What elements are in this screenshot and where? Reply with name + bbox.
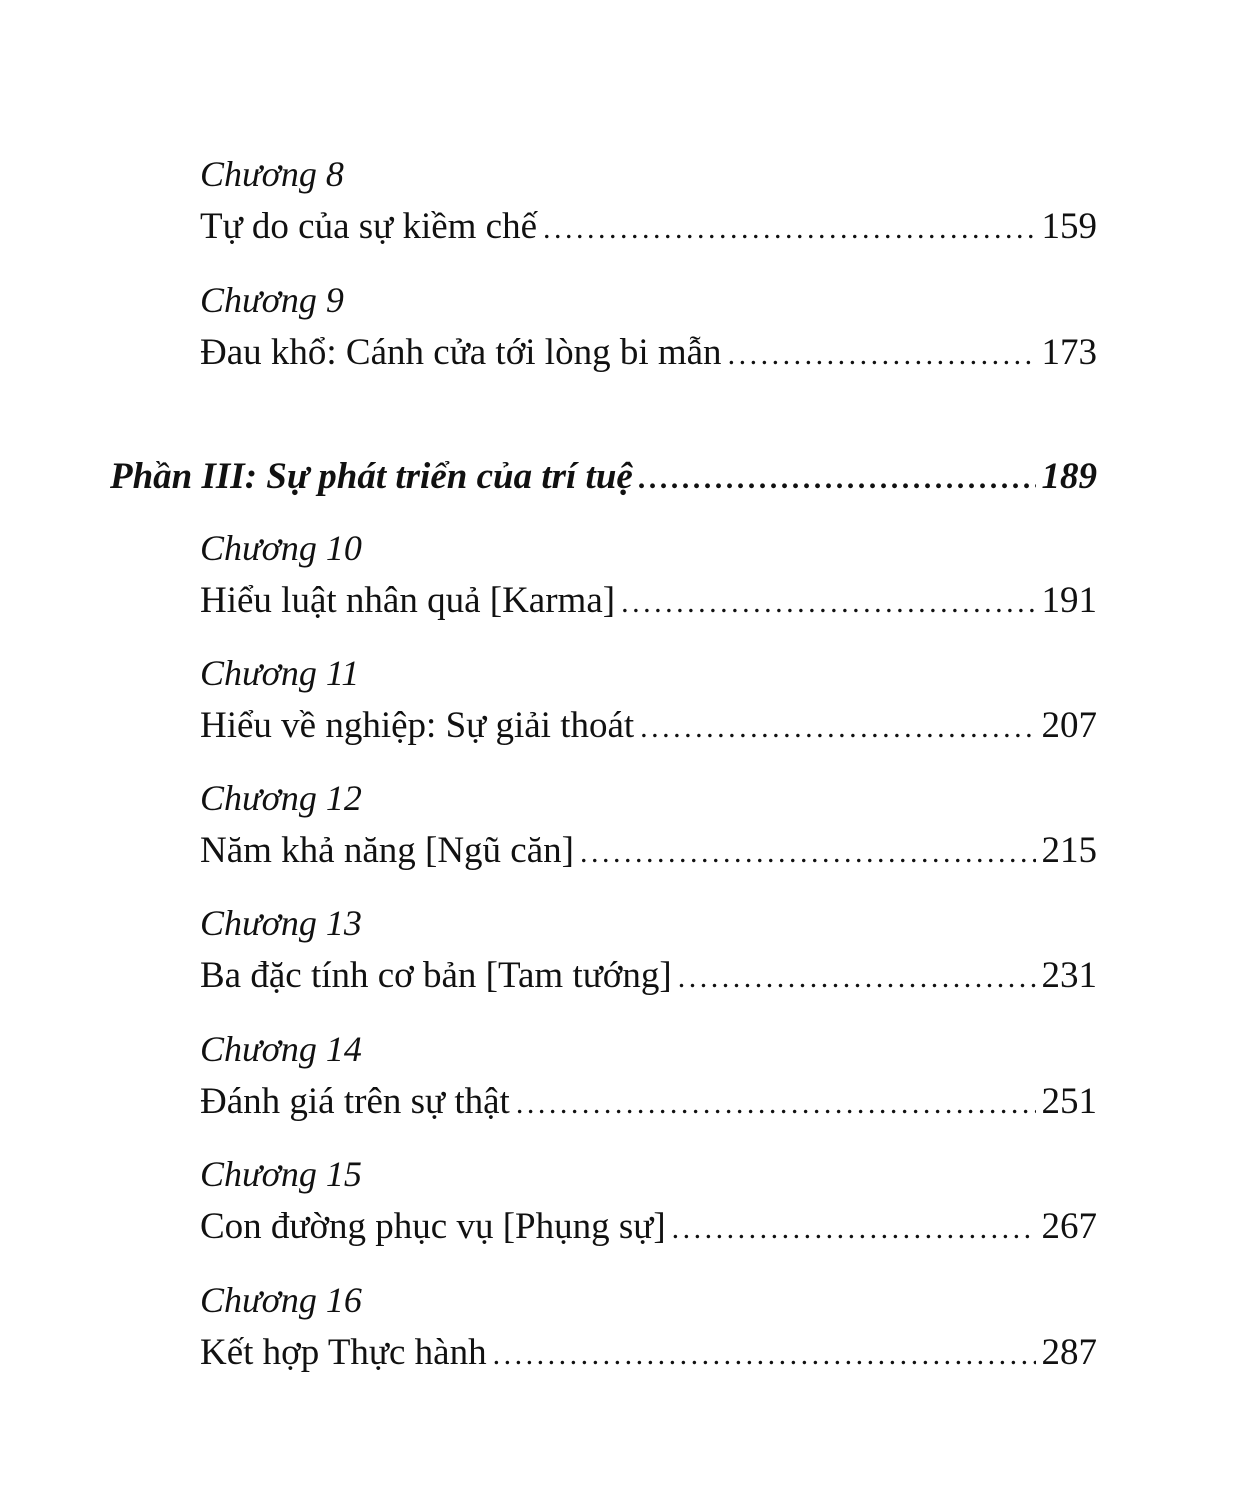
chapter-title: Hiểu về nghiệp: Sự giải thoát (200, 705, 635, 746)
page-number: 251 (1041, 1081, 1097, 1122)
chapter-title: Ba đặc tính cơ bản [Tam tướng] (200, 955, 672, 996)
toc-entry[interactable] (200, 1202, 1097, 1252)
toc-entry[interactable] (200, 1328, 1097, 1378)
toc-entry[interactable] (200, 328, 1097, 378)
toc-chapter-10 (200, 526, 1097, 626)
chapter-label: Chương 14 (200, 1029, 362, 1069)
toc-chapter-9 (200, 278, 1097, 378)
toc-chapter-14 (200, 1027, 1097, 1127)
dot-leader (639, 454, 1036, 504)
chapter-title: Hiểu luật nhân quả [Karma] (200, 580, 616, 621)
toc-entry[interactable] (200, 576, 1097, 626)
dot-leader (672, 1204, 1036, 1254)
toc-entry[interactable] (200, 1077, 1097, 1127)
toc-chapter-13 (200, 901, 1097, 1001)
chapter-label: Chương 13 (200, 903, 362, 943)
page-number: 207 (1041, 705, 1097, 746)
page-number: 159 (1041, 206, 1097, 247)
page-number: 287 (1041, 1332, 1097, 1373)
chapter-label: Chương 10 (200, 528, 362, 568)
toc-chapter-11 (200, 651, 1097, 751)
toc-entry[interactable] (200, 826, 1097, 876)
dot-leader (493, 1330, 1036, 1380)
toc-entry[interactable] (200, 202, 1097, 252)
dot-leader (580, 828, 1036, 878)
dot-leader (543, 204, 1035, 254)
chapter-title: Con đường phục vụ [Phụng sự] (200, 1206, 666, 1247)
chapter-label: Chương 11 (200, 653, 360, 693)
toc-entry[interactable] (200, 701, 1097, 751)
chapter-label: Chương 15 (200, 1154, 362, 1194)
chapter-label: Chương 9 (200, 280, 344, 320)
page-number: 191 (1041, 580, 1097, 621)
chapter-title: Kết hợp Thực hành (200, 1332, 487, 1373)
toc-entry[interactable] (200, 951, 1097, 1001)
toc-chapter-8 (200, 152, 1097, 252)
toc-part-entry[interactable] (110, 452, 1097, 502)
chapter-title: Năm khả năng [Ngũ căn] (200, 830, 574, 871)
dot-leader (678, 953, 1036, 1003)
toc-chapter-15 (200, 1152, 1097, 1252)
page-number: 215 (1041, 830, 1097, 871)
dot-leader (621, 578, 1035, 628)
page-number: 267 (1041, 1206, 1097, 1247)
toc-chapter-12 (200, 776, 1097, 876)
page-number: 189 (1041, 456, 1097, 497)
chapter-title: Đau khổ: Cánh cửa tới lòng bi mẫn (200, 332, 722, 373)
chapter-title: Đánh giá trên sự thật (200, 1081, 510, 1122)
toc-chapter-16 (200, 1278, 1097, 1378)
part-title: Phần III: Sự phát triển của trí tuệ (110, 456, 633, 497)
page-number: 231 (1041, 955, 1097, 996)
dot-leader (640, 703, 1035, 753)
chapter-label: Chương 12 (200, 778, 362, 818)
chapter-title: Tự do của sự kiềm chế (200, 206, 538, 247)
dot-leader (728, 330, 1036, 380)
page-number: 173 (1041, 332, 1097, 373)
chapter-label: Chương 16 (200, 1280, 362, 1320)
toc-part-3 (110, 452, 1097, 502)
chapter-label: Chương 8 (200, 154, 344, 194)
dot-leader (516, 1079, 1036, 1129)
